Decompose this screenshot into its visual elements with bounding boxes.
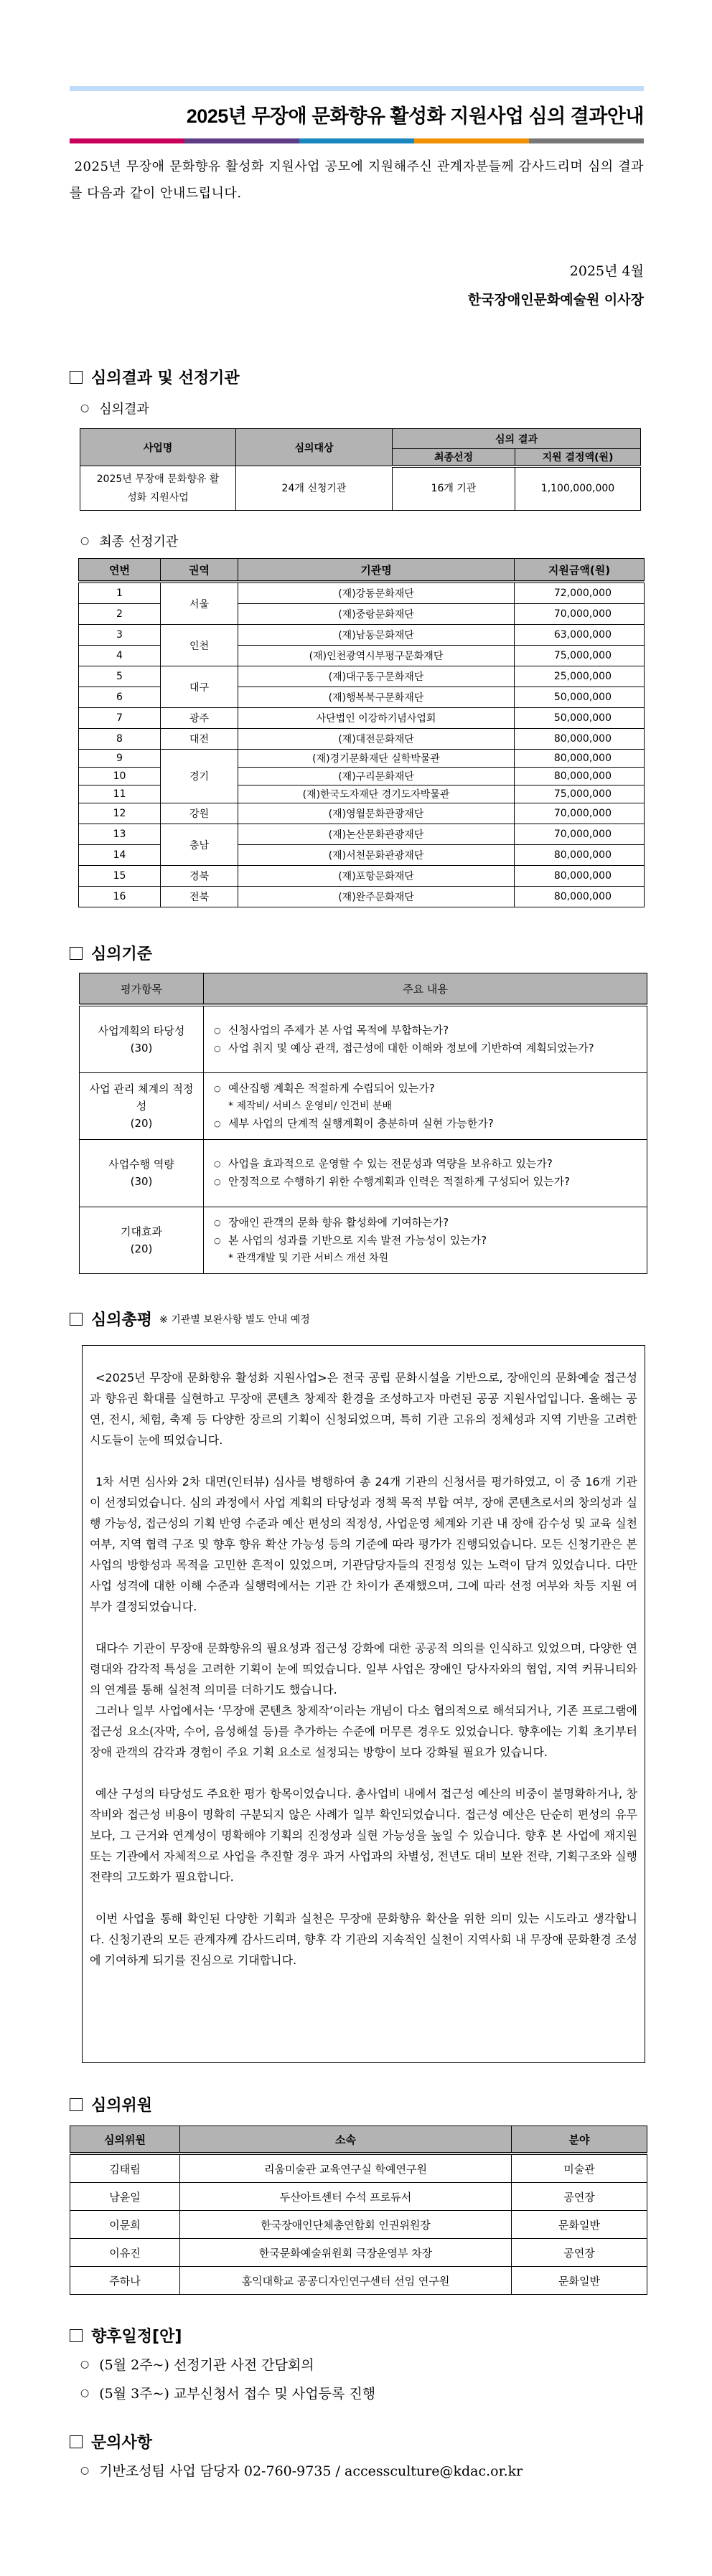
cell-project: 2025년 무장애 문화향유 활성화 지원사업	[80, 466, 236, 511]
bullet	[214, 1155, 641, 1173]
header-no: 연번	[79, 559, 161, 582]
square-bullet-icon	[70, 2435, 83, 2448]
table-row	[80, 1072, 647, 1139]
circle-bullet-icon: ○	[214, 1025, 221, 1035]
header-result-group: 심의 결과	[393, 429, 641, 449]
bullet	[214, 1080, 641, 1098]
cell-name: 김태림	[70, 2153, 180, 2183]
circle-bullet-icon: ○	[214, 1177, 221, 1186]
cell-no: 6	[79, 687, 161, 708]
section-heading-text: 심의기준	[91, 945, 153, 963]
section-heading-contact	[70, 2430, 152, 2453]
cell-name: (재)경기문화재단 실학박물관	[238, 750, 515, 768]
intro-text	[70, 154, 644, 207]
review-paragraph: 그러나 일부 사업에서는 ‘무장애 콘텐츠 창제작’이라는 개념이 다소 협의적으로 해석되거나, 기존 프로그램에 접근성 요소(자막, 수어, 음성해설 등)를 추가하는 수준에 머무른 경우도 있었습니다. 향후에는 기획 초기부터 장애 관객의 감각과 경험이 주요 기획 요소로 설정되는 방향이 보다 강화될 필요가 있습니다.	[90, 1704, 637, 1759]
cell-amount: 70,000,000	[515, 824, 645, 845]
header-region: 권역	[161, 559, 238, 582]
cell-field: 문화일반	[512, 2211, 647, 2239]
cell-name: (재)행복북구문화재단	[238, 687, 515, 708]
cell-region: 대구	[161, 666, 238, 708]
contact-line	[80, 2461, 523, 2480]
bullet-text: 본 사업의 성과를 기반으로 지속 발전 가능성이 있는가?	[228, 1233, 487, 1247]
item-score: (30)	[130, 1041, 153, 1055]
table-row	[70, 2267, 647, 2295]
section-heading-text: 향후일정[안]	[91, 2328, 182, 2346]
cell-item	[80, 1207, 204, 1273]
cell-region: 경북	[161, 866, 238, 887]
header-target: 심의대상	[236, 429, 393, 466]
cell-amount: 25,000,000	[515, 666, 645, 687]
circle-bullet-icon: ○	[214, 1043, 221, 1053]
intro-text-body: 2025년 무장애 문화향유 활성화 지원사업 공모에 지원해주신 관계자분들께 감사드리며 심의 결과를 다음과 같이 안내드립니다.	[70, 159, 644, 201]
cell-no: 12	[79, 803, 161, 824]
circle-bullet-icon: ○	[214, 1159, 221, 1169]
bullet-note: * 관객개발 및 기관 서비스 개선 차원	[228, 1252, 389, 1264]
header-content: 주요 내용	[204, 973, 647, 1006]
top-accent-bar	[70, 86, 644, 91]
cell-region: 충남	[161, 824, 238, 866]
section-heading-criteria	[70, 942, 152, 964]
square-bullet-icon	[70, 2329, 83, 2342]
cell-region: 서울	[161, 582, 238, 625]
cell-no: 13	[79, 824, 161, 845]
bullet-text: 신청사업의 주제가 본 사업 목적에 부합하는가?	[228, 1023, 449, 1037]
subheading-selected	[80, 532, 178, 550]
review-paragraph: <2025년 무장애 문화향유 활성화 지원사업>은 전국 공립 문화시설을 기반으로, 장애인의 문화예술 접근성과 향유권 확대를 실현하고 무장애 콘텐츠 창제작 환경을 조성하고자 마련된 공공 지원사업입니다. 올해는 공연, 전시, 체험, 축제 등 다양한 장르의 기획이 신청되었으며, 특히 기관 고유의 정체성과 지역 기반을 고려한 시도들이 눈에 띄었습니다.	[90, 1371, 637, 1447]
cell-field: 문화일반	[512, 2267, 647, 2295]
signature: 한국장애인문화예술원 이사장	[467, 292, 644, 308]
cell-region: 대전	[161, 729, 238, 750]
subheading-text: 심의결과	[99, 402, 149, 417]
color-stripe-bar	[70, 138, 644, 143]
summary-table	[80, 428, 641, 511]
cell-amount: 70,000,000	[515, 803, 645, 824]
circle-bullet-icon: ○	[214, 1235, 221, 1245]
cell-region: 인천	[161, 625, 238, 666]
contact-text[interactable]: 기반조성팀 사업 담당자 02-760-9735 / accessculture@kdac.or.kr	[99, 2463, 523, 2479]
cell-final: 16개 기관	[393, 466, 515, 511]
cell-target: 24개 신청기관	[236, 466, 393, 511]
table-row	[70, 2239, 647, 2267]
cell-name: (재)서천문화관광재단	[238, 845, 515, 866]
bullet-text: 장애인 관객의 문화 향유 활성화에 기여하는가?	[228, 1215, 449, 1229]
cell-no: 5	[79, 666, 161, 687]
stripe-purple	[184, 138, 299, 143]
cell-amount: 1,100,000,000	[515, 466, 641, 511]
review-paragraph: 예산 구성의 타당성도 주요한 평가 항목이었습니다. 총사업비 내에서 접근성 예산의 비중이 불명확하거나, 창작비와 접근성 비용이 명확히 구분되지 않은 사례가 일부 확인되었습니다. 접근성 예산은 단순히 편성의 유무보다, 그 근거와 연계성이 명확해야 기획의 진정성과 실현 가능성을 높일 수 있습니다. 향후 본 사업에 재지원 또는 기관에서 자체적으로 사업을 추진할 경우 과거 사업과의 차별성, 전년도 대비 보완 전략, 기획구조와 실행전략의 고도화가 필요합니다.	[90, 1787, 637, 1884]
bullet-note: * 제작비/ 서비스 운영비/ 인건비 분배	[228, 1100, 393, 1112]
section-heading-committee	[70, 2093, 152, 2115]
cell-region: 강원	[161, 803, 238, 824]
item-label: 기대효과	[121, 1225, 162, 1238]
cell-no: 4	[79, 646, 161, 666]
cell-no: 14	[79, 845, 161, 866]
cell-name: (재)한국도자재단 경기도자박물관	[238, 785, 515, 803]
issue-date: 2025년 4월	[569, 263, 644, 279]
cell-org: 두산아트센터 수석 프로듀서	[180, 2183, 512, 2211]
bullet	[214, 1039, 641, 1057]
header-project: 사업명	[80, 429, 236, 466]
bullet-text: 사업을 효과적으로 운영할 수 있는 전문성과 역량을 보유하고 있는가?	[228, 1157, 553, 1170]
cell-content	[204, 1139, 647, 1207]
schedule-text: (5월 3주~) 교부신청서 접수 및 사업등록 진행	[99, 2386, 376, 2402]
table-row	[80, 1005, 647, 1072]
cell-no: 15	[79, 866, 161, 887]
section-note: ※ 기관별 보완사항 별도 안내 예정	[159, 1313, 310, 1326]
cell-amount: 72,000,000	[515, 582, 645, 604]
cell-field: 공연장	[512, 2183, 647, 2211]
bullet-text: 안정적으로 수행하기 위한 수행계획과 인력은 적절하게 구성되어 있는가?	[228, 1175, 571, 1188]
section-heading-schedule	[70, 2324, 182, 2346]
cell-amount: 75,000,000	[515, 785, 645, 803]
bullet	[214, 1214, 641, 1232]
item-score: (20)	[130, 1242, 153, 1255]
cell-field: 미술관	[512, 2153, 647, 2183]
cell-amount: 50,000,000	[515, 708, 645, 729]
cell-no: 1	[79, 582, 161, 604]
cell-org: 한국장애인단체총연합회 인권위원장	[180, 2211, 512, 2239]
bullet	[214, 1115, 641, 1133]
cell-no: 2	[79, 604, 161, 625]
cell-name: (재)남동문화재단	[238, 625, 515, 646]
bullet	[214, 1173, 641, 1191]
cell-region: 전북	[161, 887, 238, 907]
cell-name: 이유진	[70, 2239, 180, 2267]
bullet	[214, 1232, 641, 1250]
cell-name: (재)중랑문화재단	[238, 604, 515, 625]
cell-no: 11	[79, 785, 161, 803]
circle-bullet-icon: ○	[80, 2387, 90, 2399]
section-heading-text: 문의사항	[91, 2434, 153, 2452]
cell-name: (재)완주문화재단	[238, 887, 515, 907]
subheading-text: 최종 선정기관	[99, 534, 179, 549]
table-row	[79, 625, 645, 646]
cell-item	[80, 1072, 204, 1139]
section-heading-text: 심의총평	[91, 1311, 153, 1329]
cell-content	[204, 1005, 647, 1072]
header-org: 소속	[180, 2126, 512, 2154]
table-row	[70, 2153, 647, 2183]
item-label: 사업수행 역량	[108, 1158, 174, 1171]
table-row	[79, 750, 645, 768]
stripe-blue	[299, 138, 414, 143]
section-heading-text: 심의결과 및 선정기관	[91, 369, 240, 387]
cell-region: 경기	[161, 750, 238, 803]
cell-content	[204, 1207, 647, 1273]
item-score: (20)	[130, 1116, 153, 1130]
cell-content	[204, 1072, 647, 1139]
subheading-results	[80, 399, 149, 417]
schedule-item	[80, 2383, 375, 2402]
section-heading-review	[70, 1308, 310, 1330]
square-bullet-icon	[70, 371, 83, 384]
cell-amount: 80,000,000	[515, 866, 645, 887]
square-bullet-icon	[70, 1313, 83, 1326]
section-heading-text: 심의위원	[91, 2097, 153, 2115]
cell-no: 10	[79, 768, 161, 785]
bullet-text: 세부 사업의 단계적 실행계획이 충분하며 실현 가능한가?	[228, 1116, 494, 1130]
cell-amount: 75,000,000	[515, 646, 645, 666]
page-title: 2025년 무장애 문화향유 활성화 지원사업 심의 결과안내	[186, 105, 644, 127]
cell-amount: 63,000,000	[515, 625, 645, 646]
cell-org: 리움미술관 교육연구실 학예연구원	[180, 2153, 512, 2183]
selected-institutions-table	[78, 558, 645, 907]
header-name: 기관명	[238, 559, 515, 582]
table-row	[80, 1207, 647, 1273]
committee-table	[70, 2126, 647, 2295]
cell-no: 3	[79, 625, 161, 646]
criteria-table	[79, 973, 647, 1274]
cell-no: 16	[79, 887, 161, 907]
header-item: 평가항목	[80, 973, 204, 1006]
table-row	[79, 887, 645, 907]
header-field: 분야	[512, 2126, 647, 2154]
cell-item	[80, 1005, 204, 1072]
cell-amount: 70,000,000	[515, 604, 645, 625]
section-heading-results	[70, 366, 240, 388]
cell-no: 7	[79, 708, 161, 729]
circle-bullet-icon: ○	[80, 2464, 90, 2476]
cell-region: 광주	[161, 708, 238, 729]
review-paragraph: 이번 사업을 통해 확인된 다양한 기획과 실천은 무장애 문화향유 확산을 위한 의미 있는 시도라고 생각합니다. 신청기관의 모든 관계자께 감사드리며, 향후 각 기관의 지속적인 실천이 지역사회 내 무장애 문화환경 조성에 기여하게 되기를 진심으로 기대합니다.	[90, 1912, 637, 1967]
table-row	[79, 582, 645, 604]
cell-name: (재)구리문화재단	[238, 768, 515, 785]
cell-amount: 80,000,000	[515, 750, 645, 768]
cell-no: 8	[79, 729, 161, 750]
table-row	[70, 2211, 647, 2239]
table-row	[80, 1139, 647, 1207]
review-box	[82, 1345, 645, 2063]
cell-amount: 80,000,000	[515, 845, 645, 866]
header-final: 최종선정	[393, 449, 515, 466]
square-bullet-icon	[70, 2098, 83, 2111]
cell-name: (재)강동문화재단	[238, 582, 515, 604]
header-member: 심의위원	[70, 2126, 180, 2154]
bullet-text: 사업 취지 및 예상 관객, 접근성에 대한 이해와 정보에 기반하여 계획되었는가?	[228, 1041, 594, 1055]
bullet-text: 예산집행 계획은 적절하게 수립되어 있는가?	[228, 1081, 435, 1095]
cell-amount: 80,000,000	[515, 729, 645, 750]
cell-name: 주하나	[70, 2267, 180, 2295]
table-row	[79, 729, 645, 750]
header-amount: 지원 결정액(원)	[515, 449, 641, 466]
circle-bullet-icon: ○	[80, 2358, 90, 2370]
table-row	[79, 803, 645, 824]
cell-item	[80, 1139, 204, 1207]
cell-name: (재)영월문화관광재단	[238, 803, 515, 824]
cell-org: 홍익대학교 공공디자인연구센터 선임 연구원	[180, 2267, 512, 2295]
circle-bullet-icon: ○	[214, 1118, 221, 1128]
review-paragraph: 1차 서면 심사와 2차 대면(인터뷰) 심사를 병행하여 총 24개 기관의 신청서를 평가하였고, 이 중 16개 기관이 선정되었습니다. 심의 과정에서 사업 계획의 타당성과 정책 목적 부합 여부, 장애 콘텐츠로서의 창의성과 실행 가능성, 접근성의 기획 반영 수준과 예산 편성의 적정성, 사업운영 체계와 기관 내 장애 감수성 및 교육 실천 여부, 지역 협력 구조 및 향후 향유 확산 가능성 등의 기준에 따라 평가가 진행되었습니다. 모든 신청기관은 본 사업의 방향성과 목적을 고민한 흔적이 있었으며, 기관담당자들의 진정성 있는 노력이 담겨 있었습니다. 다만 사업 성격에 대한 이해 수준과 실행력에서는 기관 간 차이가 존재했으며, 그에 따라 선정 여부와 차등 지원 여부가 결정되었습니다.	[90, 1475, 637, 1613]
schedule-text: (5월 2주~) 선정기관 사전 간담회의	[99, 2357, 314, 2373]
circle-bullet-icon: ○	[80, 402, 90, 414]
table-row	[79, 866, 645, 887]
cell-field: 공연장	[512, 2239, 647, 2267]
header-amount: 지원금액(원)	[515, 559, 645, 582]
stripe-magenta	[70, 138, 184, 143]
cell-name: 사단법인 이강하기념사업회	[238, 708, 515, 729]
circle-bullet-icon: ○	[214, 1083, 221, 1093]
cell-name: (재)포항문화재단	[238, 866, 515, 887]
cell-name: 이문희	[70, 2211, 180, 2239]
schedule-item	[80, 2354, 314, 2374]
cell-name: (재)대구동구문화재단	[238, 666, 515, 687]
cell-name: (재)인천광역시부평구문화재단	[238, 646, 515, 666]
table-row	[70, 2183, 647, 2211]
cell-org: 한국문화예술위원회 극장운영부 차장	[180, 2239, 512, 2267]
cell-amount: 80,000,000	[515, 768, 645, 785]
item-label: 사업 관리 체계의 적정성	[89, 1082, 194, 1113]
review-paragraph: 대다수 기관이 무장애 문화향유의 필요성과 접근성 강화에 대한 공공적 의의를 인식하고 있었으며, 다양한 연령대와 감각적 특성을 고려한 기획이 눈에 띄었습니다. 일부 사업은 장애인 당사자와의 협업, 지역 커뮤니티와의 연계를 통해 실천적 의미를 더하기도 했습니다.	[90, 1641, 637, 1697]
table-row	[79, 666, 645, 687]
table-row	[80, 466, 641, 511]
cell-name: (재)대전문화재단	[238, 729, 515, 750]
circle-bullet-icon: ○	[214, 1217, 221, 1227]
item-label: 사업계획의 타당성	[98, 1024, 185, 1037]
item-score: (30)	[130, 1175, 153, 1188]
stripe-gray	[529, 138, 644, 143]
cell-name: (재)논산문화관광재단	[238, 824, 515, 845]
stripe-orange	[414, 138, 529, 143]
cell-amount: 80,000,000	[515, 887, 645, 907]
cell-no: 9	[79, 750, 161, 768]
bullet	[214, 1022, 641, 1039]
table-row	[79, 708, 645, 729]
cell-amount: 50,000,000	[515, 687, 645, 708]
table-row	[79, 824, 645, 845]
circle-bullet-icon: ○	[80, 535, 90, 547]
square-bullet-icon	[70, 947, 83, 960]
cell-name: 남윤일	[70, 2183, 180, 2211]
